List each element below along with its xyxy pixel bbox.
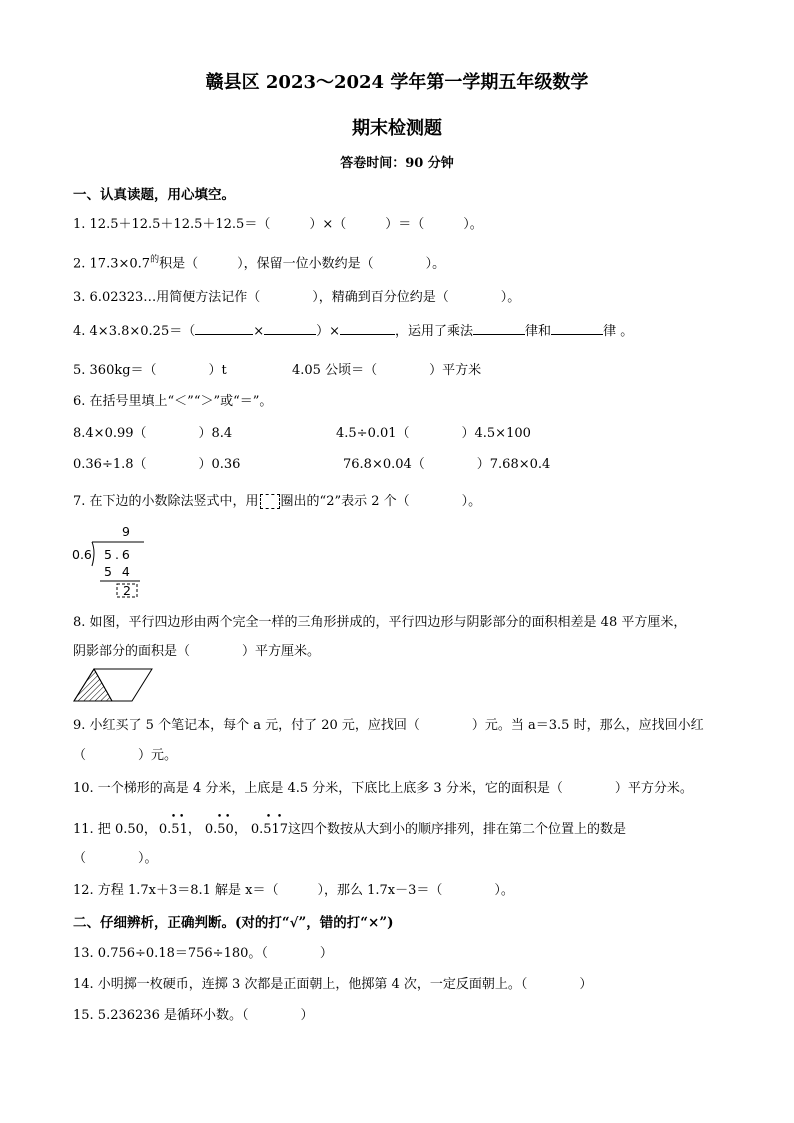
question-4 [73, 320, 633, 339]
blank-4c[interactable] [340, 322, 395, 335]
question-11-line1: 11. 把 0.50， • • 0.51， • • 0.50， • • 0.517这四个数按从大到小的顺序排列，排在第二个位置上的数是 [73, 812, 627, 837]
question-13: 13. 0.756÷0.18＝756÷180。（ ） [73, 946, 333, 961]
dashed-box-icon [260, 494, 280, 509]
question-11-line2: （ ）。 [73, 851, 158, 866]
exam-subtitle: 期末检测题 [352, 118, 442, 139]
exam-time: 答卷时间：90 分钟 [340, 156, 454, 171]
question-2-sup: 的 [150, 255, 160, 265]
blank-4e[interactable] [551, 322, 603, 335]
section-2-heading: 二、仔细辨析，正确判断。(对的打“√”，错的打“×”) [73, 915, 394, 931]
repeating-decimal-3: • • 0.517 [250, 812, 289, 837]
question-4-and: 律和 [525, 324, 552, 339]
question-4-close: ）× [316, 324, 341, 339]
question-4-times: × [253, 324, 265, 339]
question-2-expr: 2. 17.3×0.7 [73, 256, 151, 272]
repeating-decimal-3-value: 0.517 [250, 822, 289, 837]
question-6-row2-a: 0.36÷1.8（ ）0.36 [73, 457, 241, 472]
division-dividend: 5.6 [104, 547, 133, 562]
blank-4d[interactable] [473, 322, 525, 335]
long-division-figure [72, 522, 152, 600]
question-4-start: 4. 4×3.8×0.25＝（ [73, 324, 196, 339]
question-8-line2: 阴影部分的面积是（ ）平方厘米。 [73, 644, 321, 659]
repeating-decimal-1: • • 0.51 [158, 812, 188, 837]
question-7-start: 7. 在下边的小数除法竖式中，用 [73, 494, 259, 509]
question-8-line1: 8. 如图，平行四边形由两个完全一样的三角形拼成的，平行四边形与阴影部分的面积相差是 48 平方厘米， [73, 615, 687, 630]
question-14: 14. 小明掷一枚硬币，连掷 3 次都是正面朝上，他掷第 4 次，一定反面朝上。（ ） [73, 977, 593, 992]
repeating-decimal-2: • • 0.50 [204, 812, 234, 837]
question-6: 6. 在括号里填上“＜”“＞”或“＝”。 [73, 394, 273, 409]
question-11-text: 这四个数按从大到小的顺序排列，排在第二个位置上的数是 [288, 822, 627, 837]
question-7-end: 圈出的“2”表示 2 个（ ）。 [280, 494, 482, 509]
repeating-decimal-1-value: 0.51 [158, 822, 188, 837]
question-3: 3. 6.02323…用简便方法记作（ ），精确到百分位约是（ ）。 [73, 290, 521, 305]
question-4-law-text: ，运用了乘法 [395, 324, 474, 339]
division-quotient: 9 [122, 524, 130, 539]
question-6-row1-a: 8.4×0.99（ ）8.4 [73, 426, 233, 441]
blank-4b[interactable] [264, 322, 316, 335]
division-remainder: 2 [123, 583, 131, 598]
question-6-row1-b: 4.5÷0.01（ ）4.5×100 [336, 426, 531, 441]
question-4-end: 律 。 [603, 324, 634, 339]
division-product: 5 4 [104, 564, 133, 579]
question-9-line1: 9. 小红买了 5 个笔记本，每个 a 元，付了 20 元，应找回（ ）元。当 a＝3.5 时，那么，应找回小红 [73, 718, 704, 733]
question-6-row2-b: 76.8×0.04（ ）7.68×0.4 [343, 457, 551, 472]
repeating-decimal-2-value: 0.50 [204, 822, 234, 837]
question-12: 12. 方程 1.7x＋3＝8.1 解是 x＝（ ），那么 1.7x－3＝（ ）。 [73, 883, 514, 898]
question-11-start: 11. 把 0.50， [73, 822, 157, 837]
question-2-text: 积是（ ），保留一位小数约是（ ）。 [159, 256, 446, 272]
question-5b: 4.05 公顷＝（ ）平方米 [292, 363, 482, 378]
question-7 [73, 490, 481, 509]
section-1-heading: 一、认真读题，用心填空。 [73, 187, 235, 203]
question-1: 1. 12.5＋12.5＋12.5＋12.5＝（ ）×（ ）＝（ ）。 [73, 217, 483, 232]
question-2 [73, 252, 445, 271]
question-15: 15. 5.236236 是循环小数。（ ） [73, 1008, 314, 1023]
division-divisor: 0.6 [72, 547, 92, 562]
question-10: 10. 一个梯形的高是 4 分米，上底是 4.5 分米，下底比上底多 3 分米，它的面积是（ ）平方分米。 [73, 781, 693, 796]
question-5a: 5. 360kg＝（ ）t [73, 363, 227, 378]
parallelogram-figure [72, 667, 156, 705]
question-9-line2: （ ）元。 [73, 748, 178, 763]
exam-title: 赣县区 2023～2024 学年第一学期五年级数学 [205, 72, 589, 93]
blank-4a[interactable] [195, 322, 253, 335]
